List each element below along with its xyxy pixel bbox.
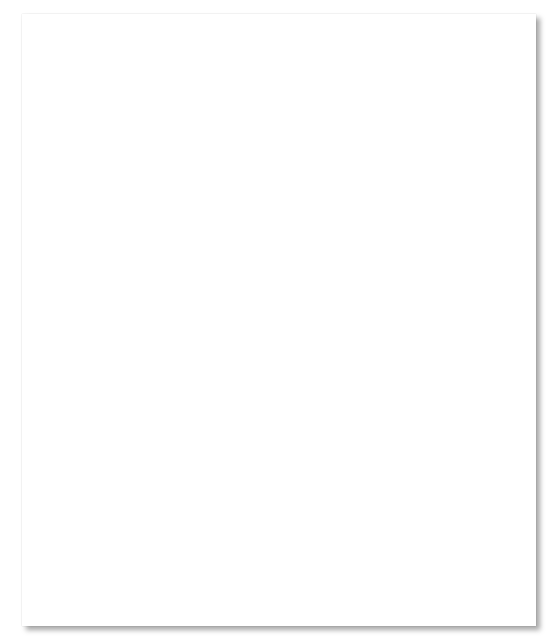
table-frame <box>22 14 536 626</box>
